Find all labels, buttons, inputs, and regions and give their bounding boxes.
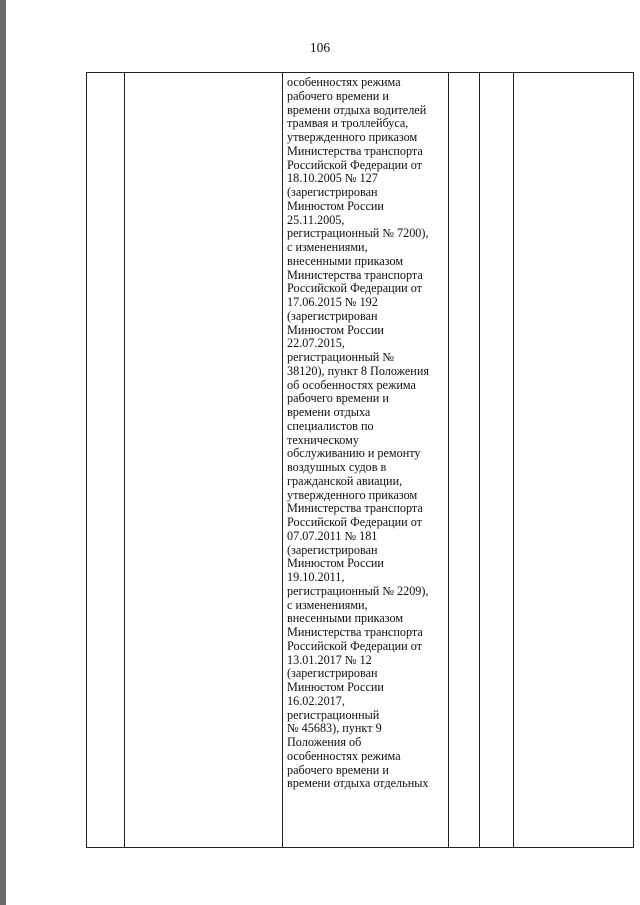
cell-text-line: регистрационный №	[287, 350, 394, 364]
cell-text-line: об особенностях режима	[287, 377, 416, 392]
cell-text-line: рабочего времени и	[287, 762, 389, 777]
cell-text-line: Минюстом России	[287, 198, 384, 213]
cell-text-line: Минюстом России	[287, 556, 384, 571]
cell-text-line: регистрационный № 2209),	[287, 583, 429, 598]
cell-text-line: 13.01.2017 № 12	[287, 652, 372, 667]
cell-text-line: Положения об	[287, 735, 362, 749]
cell-text-line: 07.07.2011 № 181	[287, 528, 378, 543]
document-table	[86, 72, 634, 848]
cell-text-line: рабочего времени и	[287, 88, 389, 103]
table-column-divider	[124, 73, 125, 847]
cell-text-line: Министерства транспорта	[287, 501, 423, 516]
cell-text-line: 25.11.2005,	[287, 212, 345, 227]
cell-text-line: 22.07.2015,	[287, 336, 345, 351]
cell-text-line: Министерства транспорта	[287, 267, 423, 282]
page-number: 106	[309, 40, 331, 55]
cell-text-line: (зарегистрирован	[287, 308, 378, 323]
cell-text-line: (зарегистрирован	[287, 666, 378, 681]
cell-text-line: (зарегистрирован	[287, 542, 378, 557]
cell-text-line: утвержденного приказом	[287, 130, 418, 144]
cell-text-line: (зарегистрирован	[287, 185, 378, 199]
cell-text-line: Российской Федерации от	[287, 281, 422, 296]
cell-text-line: специалистов по	[287, 418, 374, 433]
cell-text-line: с изменениями,	[287, 597, 368, 612]
cell-text-line: гражданской авиации,	[287, 473, 403, 488]
cell-text-line: времени отдыха водителей	[287, 102, 427, 117]
cell-text-line: регистрационный	[287, 707, 380, 722]
cell-text-line: внесенными приказом	[287, 611, 404, 626]
cell-text-line: № 45683), пункт 9	[287, 721, 382, 736]
cell-text-line: 18.10.2005 № 127	[287, 171, 378, 186]
cell-text-line: Минюстом России	[287, 322, 384, 337]
cell-text-line: времени отдыха отдельных	[287, 776, 429, 791]
cell-text-line: времени отдыха	[287, 405, 371, 419]
table-cell-legal-references	[287, 76, 445, 791]
cell-text-line: 16.02.2017,	[287, 693, 345, 708]
cell-text-line: техническому	[287, 432, 359, 447]
cell-text-line: особенностях режима	[287, 748, 401, 763]
cell-text-line: обслуживанию и ремонту	[287, 446, 421, 461]
cell-text-line: Российской Федерации от	[287, 157, 422, 172]
cell-text-line: рабочего времени и	[287, 391, 389, 406]
scan-page-edge	[0, 0, 6, 905]
cell-text-line: внесенными приказом	[287, 253, 404, 268]
cell-text-line: 38120), пункт 8 Положения	[287, 363, 429, 378]
cell-text-line: Министерства транспорта	[287, 625, 423, 639]
cell-text-line: 17.06.2015 № 192	[287, 295, 378, 309]
cell-text-line: регистрационный № 7200),	[287, 226, 429, 241]
cell-text-line: Российской Федерации от	[287, 515, 422, 529]
table-column-divider	[448, 73, 449, 847]
cell-text-line: Российской Федерации от	[287, 638, 422, 653]
cell-text-line: 19.10.2011,	[287, 570, 345, 584]
cell-text-line: особенностях режима	[287, 75, 401, 89]
cell-text-line: Министерства транспорта	[287, 143, 423, 158]
table-column-divider	[479, 73, 480, 847]
cell-text-line: утвержденного приказом	[287, 487, 418, 502]
table-column-divider	[282, 73, 283, 847]
cell-text-line: Минюстом России	[287, 680, 384, 694]
cell-text-line: воздушных судов в	[287, 460, 387, 474]
cell-text-line: с изменениями,	[287, 240, 368, 254]
cell-text-line: трамвая и троллейбуса,	[287, 116, 409, 131]
table-column-divider	[513, 73, 514, 847]
